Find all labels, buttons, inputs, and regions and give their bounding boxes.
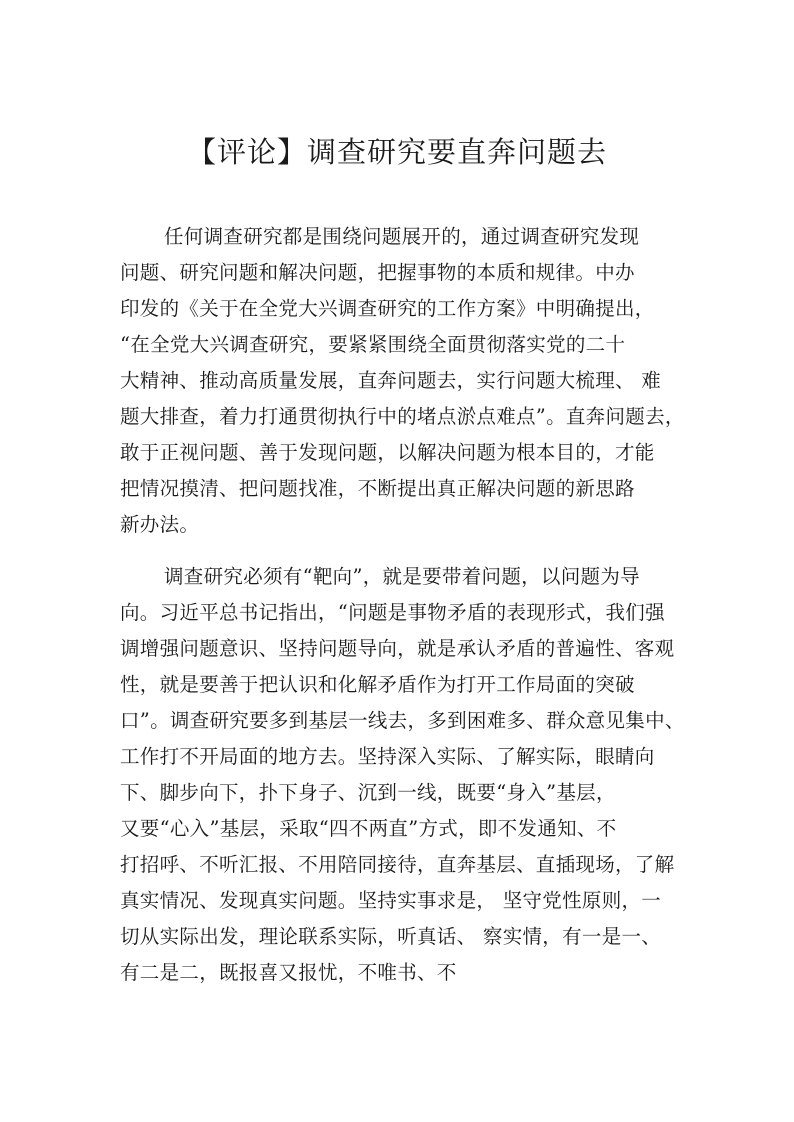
paragraph-2-line-12: 有二是二，既报喜又报忧，不唯书、不 [120, 961, 457, 984]
paragraph-2-line-3: 调增强问题意识、坚持问题导向，就是承认矛盾的普遍性、客观 [120, 637, 675, 660]
paragraph-2-line-11: 切从实际出发，理论联系实际，听真话、 察实情，有一是一、 [120, 925, 662, 948]
paragraph-1-line-2: 问题、研究问题和解决问题，把握事物的本质和规律。中办 [120, 261, 635, 284]
paragraph-2-line-1: 调查研究必须有“靶向”，就是要带着问题，以问题为导 [164, 565, 640, 588]
paragraph-1-line-3: 印发的《关于在全党大兴调查研究的工作方案》中明确提出， [120, 297, 655, 320]
paragraph-2-line-6: 工作打不开局面的地方去。坚持深入实际、了解实际，眼睛向 [120, 745, 655, 768]
paragraph-2-line-2: 向。习近平总书记指出，“问题是事物矛盾的表现形式，我们强 [120, 601, 665, 624]
paragraph-2-line-5: 口”。调查研究要多到基层一线去，多到困难多、群众意见集中、 [120, 709, 685, 732]
paragraph-1-line-4: “在全党大兴调查研究，要紧紧围绕全面贯彻落实党的二十 [120, 333, 626, 356]
page-title: 【评论】调查研究要直奔问题去 [186, 135, 607, 169]
paragraph-1-line-1: 任何调查研究都是围绕问题展开的，通过调查研究发现 [164, 225, 640, 248]
paragraph-1-line-9: 新办法。 [120, 513, 200, 536]
paragraph-1-line-7: 敢于正视问题、善于发现问题，以解决问题为根本目的，才能 [120, 441, 655, 464]
paragraph-2-line-9: 打招呼、不听汇报、不用陪同接待，直奔基层、直插现场，了解 [120, 853, 675, 876]
paragraph-1-line-8: 把情况摸清、把问题找准，不断提出真正解决问题的新思路 [120, 477, 635, 500]
paragraph-2-line-4: 性，就是要善于把认识和化解矛盾作为打开工作局面的突破 [120, 673, 635, 696]
paragraph-2-line-7: 下、脚步向下，扑下身子、沉到一线，既要“身入”基层， [120, 781, 616, 804]
paragraph-1-line-6: 题大排查，着力打通贯彻执行中的堵点淤点难点”。直奔问题去， [120, 405, 685, 428]
paragraph-2-line-10: 真实情况、发现真实问题。坚持实事求是， 坚守党性原则，一 [120, 889, 662, 912]
paragraph-1-line-5: 大精神、推动高质量发展，直奔问题去，实行问题大梳理、 难 [120, 369, 662, 392]
paragraph-2-line-8: 又要“心入”基层，采取“四不两直”方式，即不发通知、不 [120, 817, 617, 840]
